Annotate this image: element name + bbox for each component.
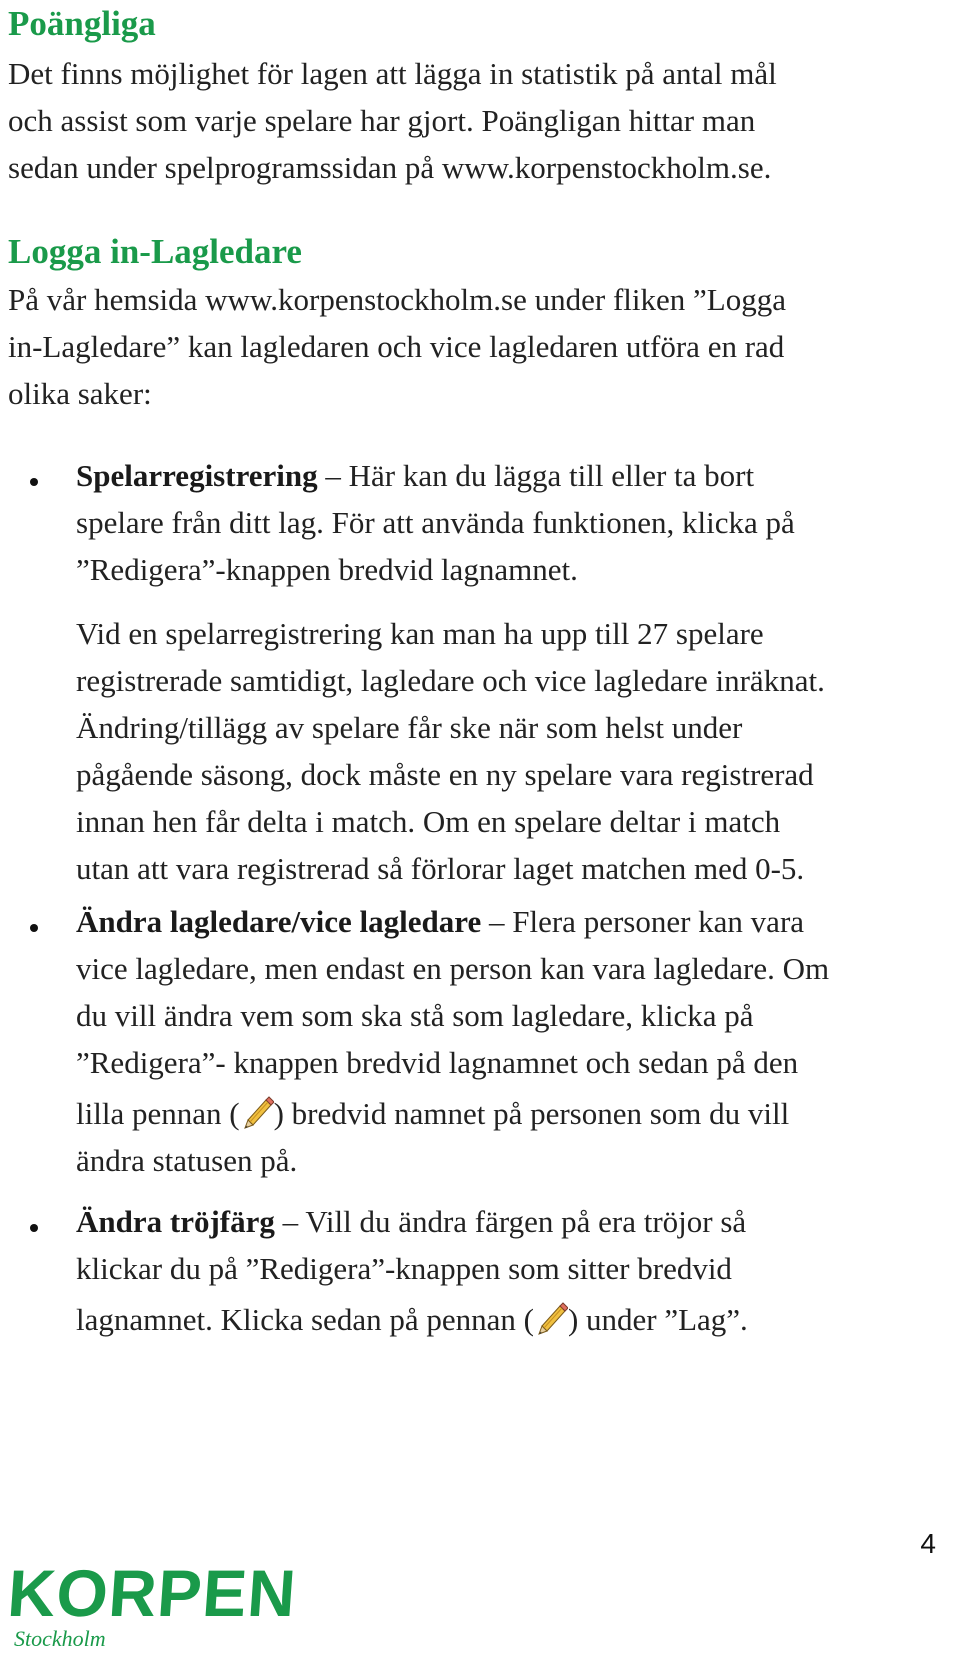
bullet-line: Ändring/tillägg av spelare får ske när som helst under xyxy=(76,710,743,745)
section-heading-logga-in: Logga in-Lagledare xyxy=(8,232,302,271)
section-paragraph-poangliga xyxy=(8,50,938,191)
bullet-sub-paragraph xyxy=(76,610,956,892)
bullet-text xyxy=(76,898,956,1184)
bullet-line: ”Redigera”- knappen bredvid lagnamnet och sedan på den xyxy=(76,1045,799,1080)
bullet-dash: – xyxy=(274,1204,306,1239)
paragraph-line: in-Lagledare” kan lagledaren och vice lagledaren utföra en rad xyxy=(8,329,785,364)
bullet-first-line xyxy=(76,898,956,945)
bullet-line: Vid en spelarregistrering kan man ha upp till 27 spelare xyxy=(76,616,764,651)
bullet-title: Ändra tröjfärg xyxy=(76,1204,275,1239)
bullet-first-line xyxy=(76,452,956,499)
korpen-logo xyxy=(5,1556,299,1652)
bullet-text xyxy=(76,452,956,593)
text-before-pencil: lagnamnet. Klicka sedan på pennan ( xyxy=(76,1302,534,1337)
bullet-line: innan hen får delta i match. Om en spelare deltar i match xyxy=(76,804,781,839)
bullet-pencil-line xyxy=(76,1090,956,1137)
bullet-line: pågående säsong, dock måste en ny spelare vara registrerad xyxy=(76,757,814,792)
page-number: 4 xyxy=(920,1528,936,1559)
text-before-pencil: lilla pennan ( xyxy=(76,1096,240,1131)
section-heading-poangliga: Poängliga xyxy=(8,4,156,43)
paragraph-line: olika saker: xyxy=(8,376,152,411)
paragraph-line: På vår hemsida www.korpenstockholm.se under fliken ”Logga xyxy=(8,282,786,317)
bullet-line: registrerade samtidigt, lagledare och vice lagledare inräknat. xyxy=(76,663,825,698)
paragraph-line: sedan under spelprogramssidan på www.korpenstockholm.se. xyxy=(8,150,772,185)
bullet-pencil-line xyxy=(76,1296,956,1343)
bullet-line: spelare från ditt lag. För att använda funktionen, klicka på xyxy=(76,505,795,540)
bullet-line: utan att vara registrerad så förlorar laget matchen med 0-5. xyxy=(76,851,805,886)
logo-wordmark: KORPEN xyxy=(5,1556,299,1630)
bullet-line: vice lagledare, men endast en person kan vara lagledare. Om xyxy=(76,951,830,986)
bullet-dash: – xyxy=(481,904,513,939)
paragraph-line: Det finns möjlighet för lagen att lägga in statistik på antal mål xyxy=(8,56,777,91)
pencil-icon xyxy=(240,1094,274,1130)
pencil-icon xyxy=(534,1300,568,1336)
text-after-pencil: ) under ”Lag”. xyxy=(567,1302,748,1337)
bullet-first-text: Här kan du lägga till eller ta bort xyxy=(348,458,755,493)
bullet-line: ändra statusen på. xyxy=(76,1143,298,1178)
bullet-title: Ändra lagledare/vice lagledare xyxy=(76,904,482,939)
section-paragraph-logga-in xyxy=(8,276,938,417)
bullet-first-line xyxy=(76,1198,956,1245)
bullet-line: ”Redigera”-knappen bredvid lagnamnet. xyxy=(76,552,578,587)
bullet-dot xyxy=(30,478,38,486)
bullet-line: klickar du på ”Redigera”-knappen som sitter bredvid xyxy=(76,1251,732,1286)
bullet-dash: – xyxy=(317,458,349,493)
paragraph-line: och assist som varje spelare har gjort. Poängligan hittar man xyxy=(8,103,756,138)
logo-subtitle: Stockholm xyxy=(14,1626,106,1651)
bullet-line: du vill ändra vem som ska stå som lagledare, klicka på xyxy=(76,998,754,1033)
bullet-dot xyxy=(30,1224,38,1232)
text-after-pencil: ) bredvid namnet på personen som du vill xyxy=(273,1096,790,1131)
bullet-first-text: Flera personer kan vara xyxy=(512,904,805,939)
bullet-first-text: Vill du ändra färgen på era tröjor så xyxy=(305,1204,747,1239)
bullet-dot xyxy=(30,924,38,932)
bullet-text xyxy=(76,1198,956,1343)
bullet-title: Spelarregistrering xyxy=(76,458,318,493)
